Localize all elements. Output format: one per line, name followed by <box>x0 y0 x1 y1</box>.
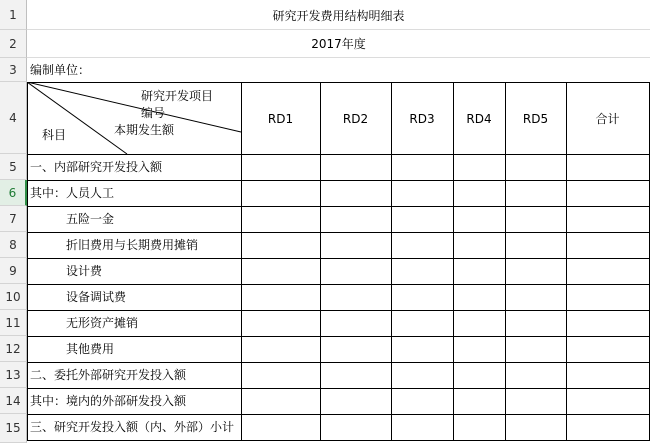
row-header-5[interactable]: 5 <box>0 154 27 180</box>
sheet-year[interactable]: 2017年度 <box>311 37 366 51</box>
column-header-rd5[interactable]: RD5 <box>522 112 549 126</box>
unit-label[interactable]: 编制单位： <box>30 63 91 77</box>
row-header-10[interactable]: 10 <box>0 284 27 310</box>
item-other-expenses[interactable]: 其他费用 <box>66 342 115 356</box>
row-header-11[interactable]: 11 <box>0 310 27 336</box>
row-header-7[interactable]: 7 <box>0 206 27 232</box>
header-number-label: 编号 <box>141 106 166 120</box>
item-intangible-amortization[interactable]: 无形资产摊销 <box>66 316 139 330</box>
row-header-8[interactable]: 8 <box>0 232 27 258</box>
row-header-4[interactable]: 4 <box>0 82 27 154</box>
item-social-insurance[interactable]: 五险一金 <box>66 212 115 226</box>
row-header-15[interactable]: 15 <box>0 414 27 443</box>
item-external-rd-input[interactable]: 二、委托外部研究开发投入额 <box>30 368 187 382</box>
item-design-fee[interactable]: 设计费 <box>66 264 103 278</box>
row-header-3[interactable]: 3 <box>0 58 27 82</box>
column-header-rd4[interactable]: RD4 <box>466 112 492 126</box>
header-subject-label: 科目 <box>42 128 67 142</box>
row-header-12[interactable]: 12 <box>0 336 27 362</box>
item-rd-subtotal[interactable]: 三、研究开发投入额（内、外部）小计 <box>30 420 235 434</box>
header-period-label: 本期发生额 <box>114 123 175 137</box>
item-equipment-debugging-fee[interactable]: 设备调试费 <box>66 290 127 304</box>
sheet-title[interactable]: 研究开发费用结构明细表 <box>272 9 405 23</box>
row-header-1[interactable]: 1 <box>0 0 27 30</box>
row-header-9[interactable]: 9 <box>0 258 27 284</box>
header-project-label: 研究开发项目 <box>141 89 214 103</box>
item-internal-rd-input[interactable]: 一、内部研究开发投入额 <box>30 160 163 174</box>
column-header-rd1[interactable]: RD1 <box>267 112 294 126</box>
item-domestic-external-rd[interactable]: 其中：境内的外部研发投入额 <box>30 394 187 408</box>
row-header-14[interactable]: 14 <box>0 388 27 414</box>
item-personnel-labor[interactable]: 其中：人员人工 <box>30 186 115 200</box>
row-header-13[interactable]: 13 <box>0 362 27 388</box>
row-header-6[interactable]: 6 <box>0 180 27 206</box>
column-header-total[interactable]: 合计 <box>595 112 620 126</box>
row-header-2[interactable]: 2 <box>0 30 27 58</box>
column-header-rd3[interactable]: RD3 <box>409 112 435 126</box>
column-header-rd2[interactable]: RD2 <box>342 112 369 126</box>
item-depreciation-amortization[interactable]: 折旧费用与长期费用摊销 <box>66 238 199 252</box>
